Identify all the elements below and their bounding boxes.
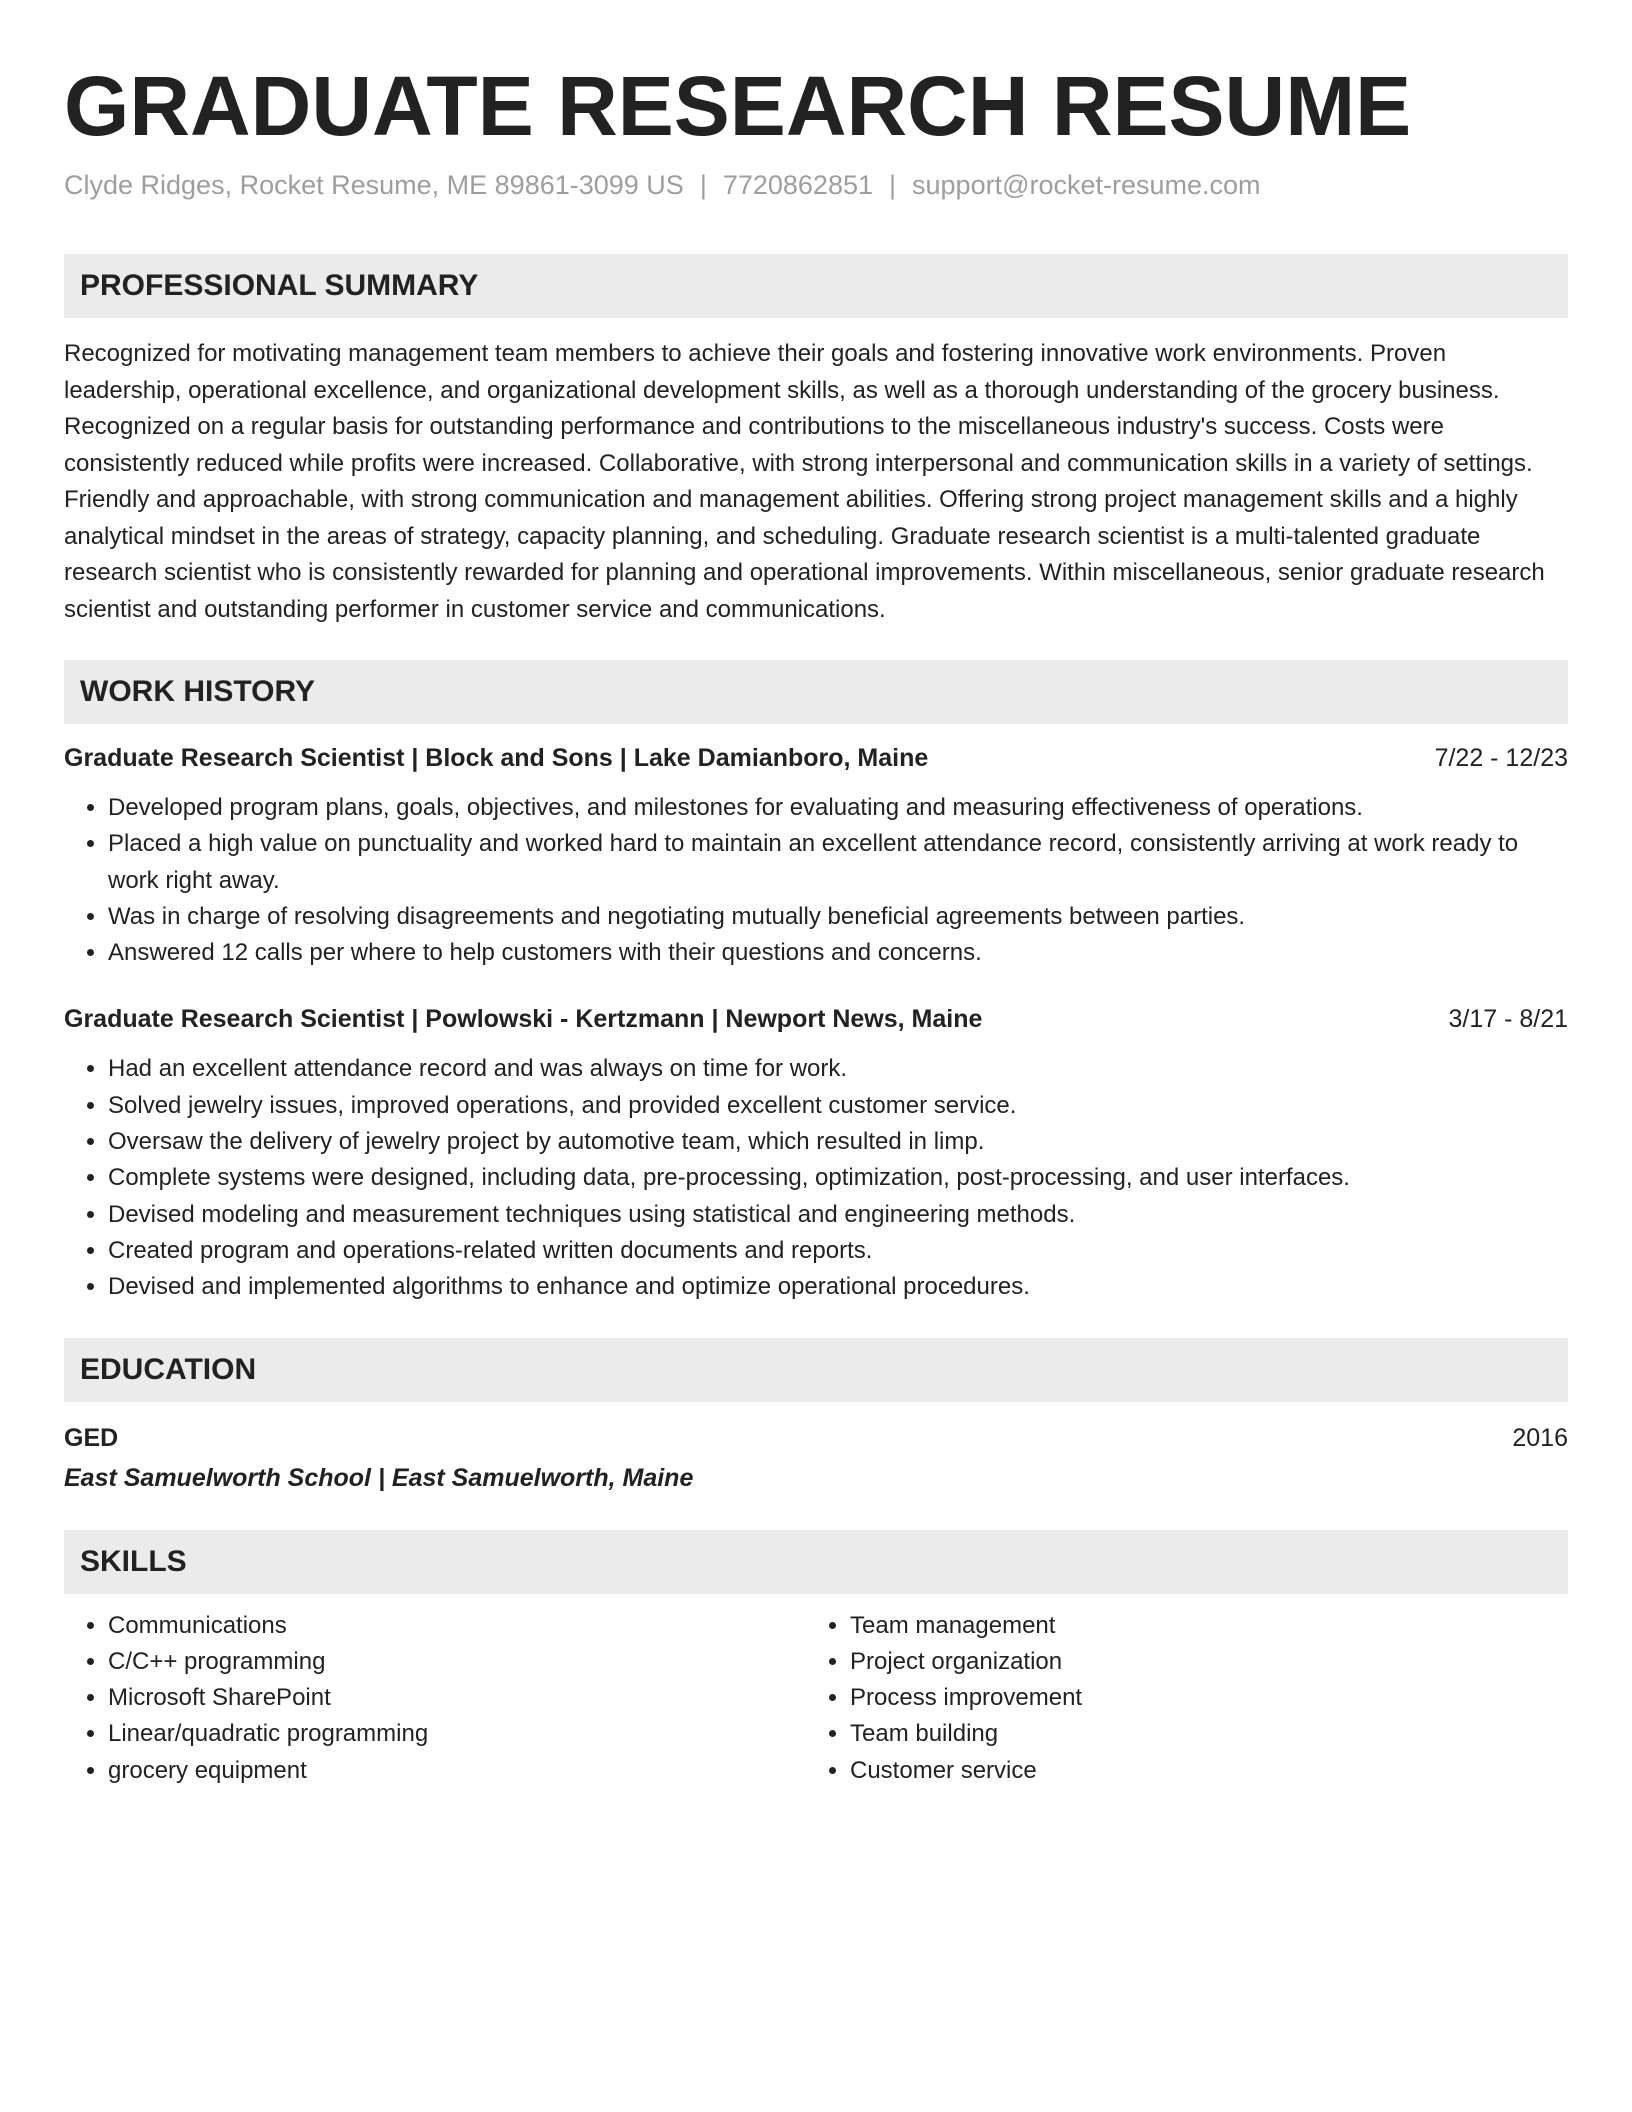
summary-text: Recognized for motivating management team members to achieve their goals and fostering innovative work environments. Proven leadership, operational excellence, and organizational development skills, as well as a thorough understanding of the grocery business. Recognized on a regular basis for outstanding performance and contributions to the miscellaneous industry's success. Costs were consistently reduced while profits were increased. Collaborative, with strong interpersonal and communication skills in a variety of settings. Friendly and approachable, with strong communication and management abilities. Offering strong project management skills and a highly analytical mindset in the areas of strategy, capacity planning, and scheduling. Graduate research scientist is a multi-talented graduate research scientist who is consistently rewarded for planning and operational improvements. Within miscellaneous, senior graduate research scientist and outstanding performer in customer service and communications.	[64, 340, 1545, 623]
section-heading-education: EDUCATION	[64, 1338, 1568, 1402]
skill-item: • Microsoft SharePoint	[108, 1680, 806, 1716]
education-degree: GED	[64, 1423, 119, 1452]
skill-item: • Customer service	[850, 1753, 1548, 1789]
list-item: • Developed program plans, goals, objectives, and milestones for evaluating and measuring effectiveness of operations.	[108, 790, 1568, 826]
contact-address: Clyde Ridges, Rocket Resume, ME 89861-3099 US	[64, 170, 684, 200]
skill-item: • Process improvement	[850, 1680, 1548, 1716]
job-dates: 7/22 - 12/23	[1434, 744, 1568, 772]
job-header	[64, 1001, 1568, 1037]
contact-separator: |	[699, 170, 707, 200]
education-school: East Samuelworth School | East Samuelworth, Maine	[64, 1463, 694, 1492]
skill-item: • Linear/quadratic programming	[108, 1716, 806, 1752]
section-heading-work-history: WORK HISTORY	[64, 660, 1568, 724]
skill-item: • C/C++ programming	[108, 1644, 806, 1680]
skill-item: • grocery equipment	[108, 1753, 806, 1789]
list-item: • Solved jewelry issues, improved operations, and provided excellent customer service.	[108, 1088, 1568, 1124]
education-year: 2016	[1512, 1423, 1568, 1452]
contact-phone: 7720862851	[722, 170, 873, 200]
list-item: • Devised and implemented algorithms to enhance and optimize operational procedures.	[108, 1269, 1568, 1305]
education-header	[64, 1420, 1568, 1456]
list-item: • Answered 12 calls per where to help customers with their questions and concerns.	[108, 935, 1568, 971]
skill-item: • Communications	[108, 1608, 806, 1644]
job-title: Graduate Research Scientist | Powlowski - Kertzmann | Newport News, Maine	[64, 1005, 983, 1034]
list-item: • Had an excellent attendance record and was always on time for work.	[108, 1051, 1568, 1087]
job-bullets	[64, 1051, 1568, 1305]
skill-item: • Team management	[850, 1608, 1548, 1644]
list-item: • Complete systems were designed, including data, pre-processing, optimization, post-processing, and user interfaces.	[108, 1160, 1568, 1196]
section-heading-skills: SKILLS	[64, 1530, 1568, 1594]
section-heading-summary: PROFESSIONAL SUMMARY	[64, 254, 1568, 318]
contact-line	[64, 168, 1568, 202]
resume-page	[64, 0, 1568, 1789]
skills-columns	[64, 1608, 1568, 1789]
list-item: • Placed a high value on punctuality and worked hard to maintain an excellent attendance record, consistently arriving at work ready to work right away.	[108, 826, 1568, 899]
contact-email: support@rocket-resume.com	[912, 170, 1261, 200]
list-item: • Created program and operations-related written documents and reports.	[108, 1233, 1568, 1269]
job-title: Graduate Research Scientist | Block and Sons | Lake Damianboro, Maine	[64, 744, 929, 772]
list-item: • Was in charge of resolving disagreements and negotiating mutually beneficial agreements between parties.	[108, 899, 1568, 935]
list-item: • Oversaw the delivery of jewelry project by automotive team, which resulted in limp.	[108, 1124, 1568, 1160]
list-item: • Devised modeling and measurement techniques using statistical and engineering methods.	[108, 1197, 1568, 1233]
skills-list-left	[64, 1608, 806, 1789]
job-bullets	[64, 790, 1568, 971]
resume-title: GRADUATE RESEARCH RESUME	[64, 59, 1412, 153]
skill-item: • Project organization	[850, 1644, 1548, 1680]
job-dates: 3/17 - 8/21	[1448, 1005, 1568, 1034]
contact-separator: |	[889, 170, 897, 200]
skill-item: • Team building	[850, 1716, 1548, 1752]
skills-list-right	[806, 1608, 1548, 1789]
job-header	[64, 740, 1568, 776]
